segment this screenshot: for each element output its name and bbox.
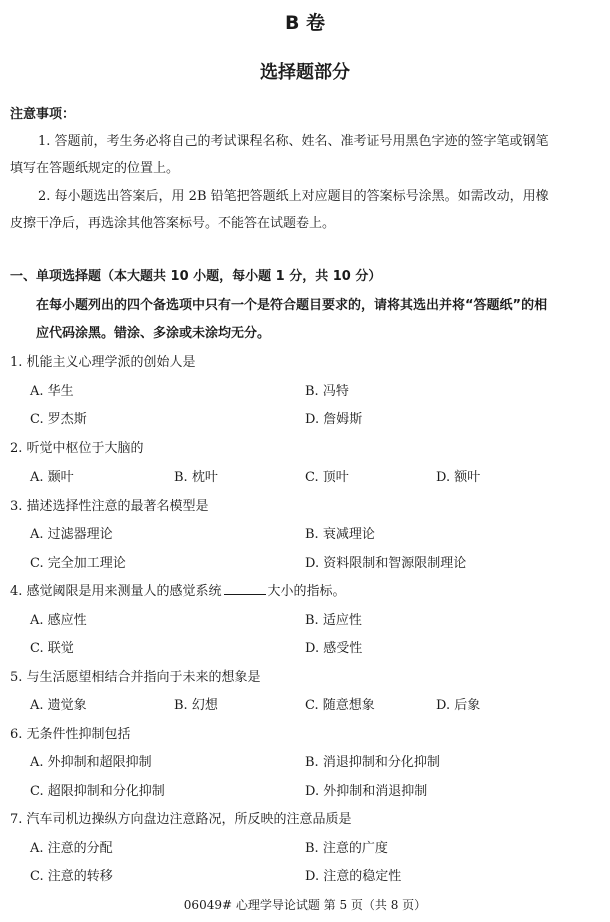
section-instruction-line-2: 应代码涂黑。错涂、多涂或未涂均无分。 — [36, 326, 271, 341]
question-3-option-a: A. 过滤器理论 — [30, 527, 113, 542]
question-2-stem: 2. 听觉中枢位于大脑的 — [10, 441, 144, 456]
section-instruction-line-1: 在每小题列出的四个备选项中只有一个是符合题目要求的，请将其选出并将“答题纸”的相 — [36, 298, 548, 313]
question-3-option-c: C. 完全加工理论 — [30, 556, 126, 571]
question-3-option-b: B. 衰减理论 — [305, 527, 375, 542]
notes-heading: 注意事项： — [10, 107, 76, 122]
question-4-stem-after: 大小的指标。 — [267, 584, 346, 599]
question-6-option-b: B. 消退抑制和分化抑制 — [305, 755, 440, 770]
notes-item-1-line-1: 1. 答题前，考生务必将自己的考试课程名称、姓名、准考证号用黑色字迹的签字笔或钢笔 — [38, 134, 549, 149]
notes-item-1-line-2: 填写在答题纸规定的位置上。 — [10, 161, 180, 176]
question-1-option-d: D. 詹姆斯 — [305, 412, 363, 427]
question-7-option-c: C. 注意的转移 — [30, 869, 113, 884]
notes-item-2-line-2: 皮擦干净后，再选涂其他答案标号。不能答在试题卷上。 — [10, 216, 336, 231]
question-2-option-c: C. 顶叶 — [305, 470, 349, 485]
question-4-stem — [10, 580, 346, 599]
question-4-option-c: C. 联觉 — [30, 641, 74, 656]
answer-blank — [224, 584, 266, 595]
question-1-option-c: C. 罗杰斯 — [30, 412, 87, 427]
question-7-option-d: D. 注意的稳定性 — [305, 869, 402, 884]
question-2-option-a: A. 颞叶 — [30, 470, 74, 485]
volume-label: B 卷 — [284, 12, 326, 34]
question-5-option-c: C. 随意想象 — [305, 698, 375, 713]
question-7-stem: 7. 汽车司机边操纵方向盘边注意路况，所反映的注意品质是 — [10, 812, 352, 827]
question-5-option-b: B. 幻想 — [174, 698, 218, 713]
part-title: 选择题部分 — [260, 62, 350, 83]
question-2-option-d: D. 额叶 — [436, 470, 481, 485]
question-5-option-d: D. 后象 — [436, 698, 481, 713]
notes-item-2-line-1: 2. 每小题选出答案后，用 2B 铅笔把答题纸上对应题目的答案标号涂黑。如需改动，用橡 — [38, 189, 549, 204]
page-footer: 06049# 心理学导论试题 第 5 页（共 8 页） — [183, 898, 427, 912]
question-4-option-a: A. 感应性 — [30, 613, 87, 628]
question-7-option-a: A. 注意的分配 — [30, 841, 113, 856]
question-6-option-d: D. 外抑制和消退抑制 — [305, 784, 428, 799]
question-4-stem-before: 4. 感觉阈限是用来测量人的感觉系统 — [10, 584, 222, 599]
question-5-stem: 5. 与生活愿望相结合并指向于未来的想象是 — [10, 670, 261, 685]
question-4-option-d: D. 感受性 — [305, 641, 363, 656]
question-4-option-b: B. 适应性 — [305, 613, 362, 628]
question-6-option-a: A. 外抑制和超限抑制 — [30, 755, 152, 770]
question-2-option-b: B. 枕叶 — [174, 470, 218, 485]
question-6-stem: 6. 无条件性抑制包括 — [10, 727, 131, 742]
question-1-stem: 1. 机能主义心理学派的创始人是 — [10, 355, 196, 370]
question-3-option-d: D. 资料限制和智源限制理论 — [305, 556, 467, 571]
question-7-option-b: B. 注意的广度 — [305, 841, 388, 856]
question-1-option-a: A. 华生 — [30, 384, 74, 399]
question-6-option-c: C. 超限抑制和分化抑制 — [30, 784, 165, 799]
question-3-stem: 3. 描述选择性注意的最著名模型是 — [10, 499, 209, 514]
section-heading: 一、单项选择题（本大题共 10 小题，每小题 1 分，共 10 分） — [10, 269, 382, 284]
question-5-option-a: A. 遗觉象 — [30, 698, 87, 713]
question-1-option-b: B. 冯特 — [305, 384, 349, 399]
